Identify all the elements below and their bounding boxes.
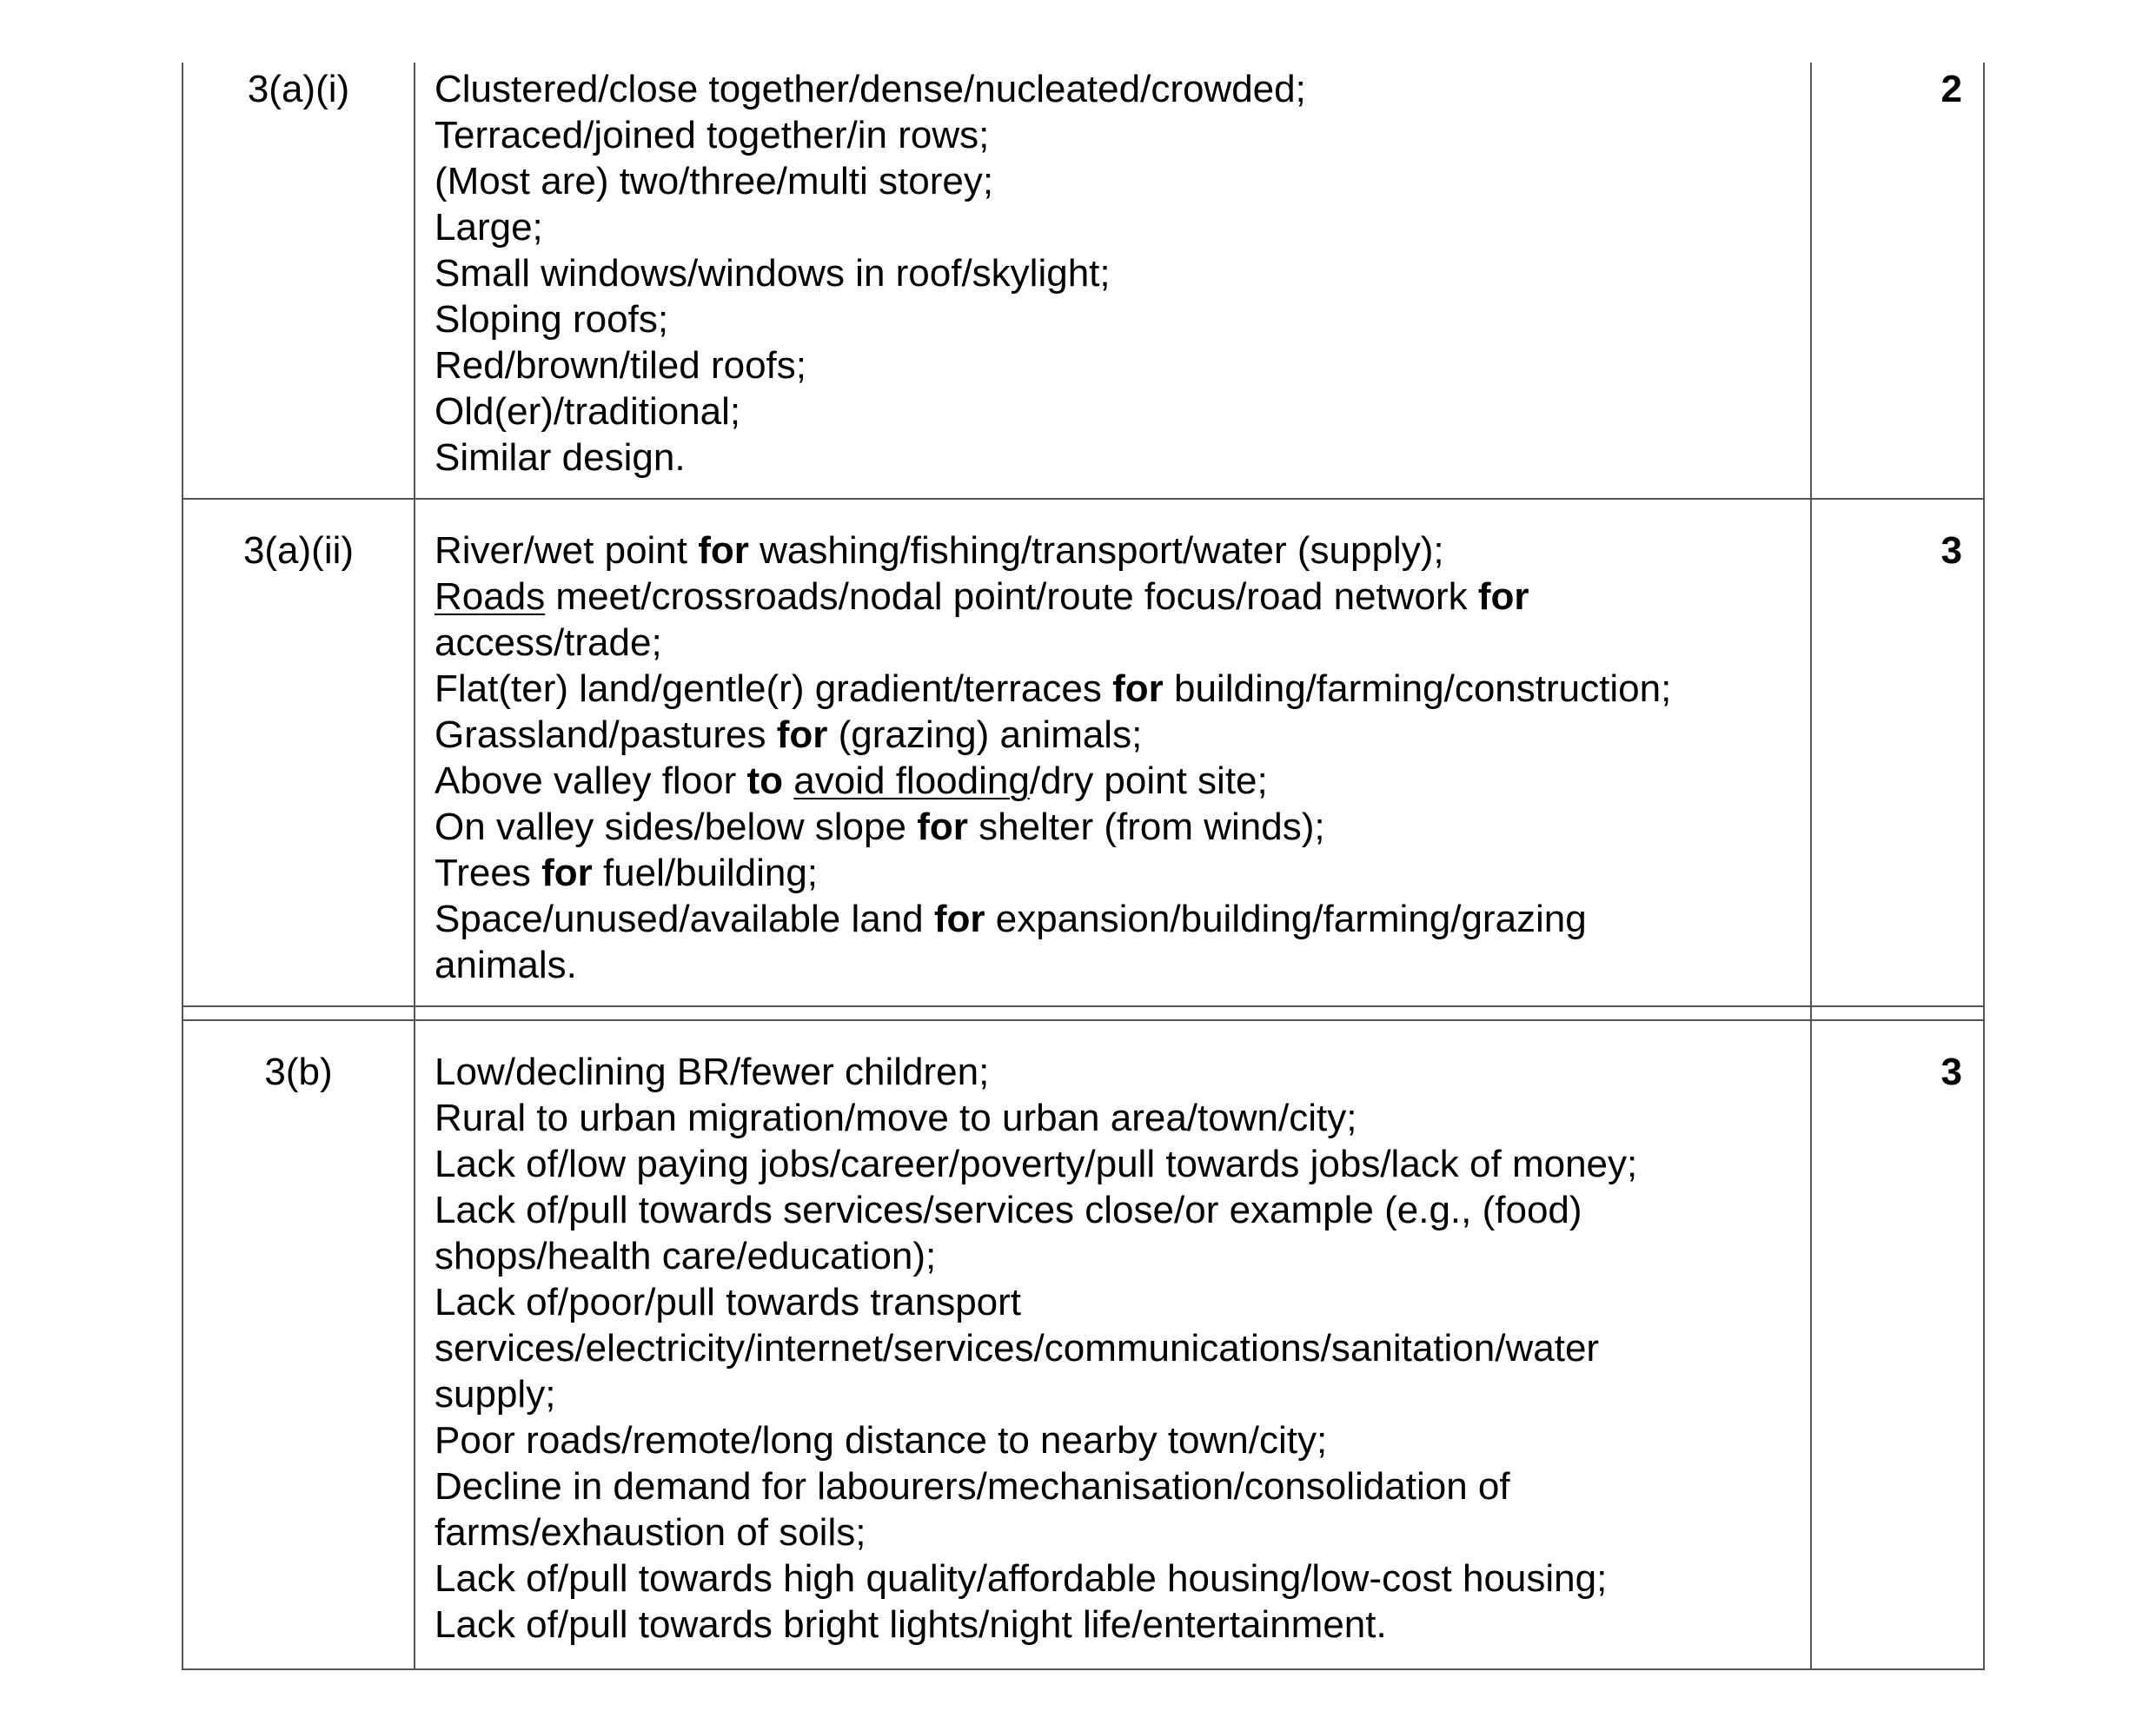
keyword-bold: for bbox=[1477, 575, 1529, 618]
answer-line: Roads meet/crossroads/nodal point/route focus/road network for bbox=[435, 575, 1529, 618]
answer-line: Lack of/pull towards services/services close/or example (e.g., (food) bbox=[435, 1189, 1582, 1231]
answer-cell bbox=[415, 499, 1811, 1006]
answer-line: Lack of/pull towards bright lights/night life/entertainment. bbox=[435, 1603, 1387, 1646]
table-row bbox=[182, 63, 1984, 499]
question-number: 3(a)(ii) bbox=[182, 499, 415, 1006]
answer-line: Trees for fuel/building; bbox=[435, 852, 819, 894]
keyword-bold: for bbox=[776, 713, 828, 756]
answer-line: Rural to urban migration/move to urban area/town/city; bbox=[435, 1097, 1357, 1139]
answer-line: Poor roads/remote/long distance to nearby town/city; bbox=[435, 1419, 1328, 1462]
keyword-underlined: avoid flooding bbox=[793, 760, 1030, 802]
answer-line: River/wet point for washing/fishing/transport/water (supply); bbox=[435, 529, 1444, 572]
question-number: 3(b) bbox=[182, 1020, 415, 1669]
answer-line: Space/unused/available land for expansion/building/farming/grazing bbox=[435, 898, 1587, 940]
question-number: 3(a)(i) bbox=[182, 63, 415, 499]
keyword-underlined: Roads bbox=[435, 575, 546, 618]
answer-line: Lack of/low paying jobs/career/poverty/pull towards jobs/lack of money; bbox=[435, 1143, 1638, 1185]
answer-cell bbox=[415, 63, 1811, 499]
answer-line: Above valley floor to avoid flooding/dry point site; bbox=[435, 760, 1268, 802]
answer-line: Large; bbox=[435, 206, 543, 249]
marks-value: 2 bbox=[1811, 63, 1984, 499]
keyword-bold: for bbox=[917, 806, 968, 848]
keyword-bold: for bbox=[1112, 667, 1164, 710]
answer-line: services/electricity/internet/services/communications/sanitation/water bbox=[435, 1327, 1600, 1370]
answer-line: Red/brown/tiled roofs; bbox=[435, 344, 806, 387]
table-row bbox=[182, 499, 1984, 1006]
marks-value: 3 bbox=[1811, 499, 1984, 1006]
keyword-bold: for bbox=[541, 852, 593, 894]
answer-line: Terraced/joined together/in rows; bbox=[435, 114, 990, 156]
answer-line: Old(er)/traditional; bbox=[435, 390, 741, 433]
answer-line: Clustered/close together/dense/nucleated/crowded; bbox=[435, 68, 1306, 110]
answer-line: On valley sides/below slope for shelter (from winds); bbox=[435, 806, 1325, 848]
answer-line: Sloping roofs; bbox=[435, 298, 669, 341]
answer-line: Low/declining BR/fewer children; bbox=[435, 1051, 990, 1093]
answer-line: Lack of/pull towards high quality/affordable housing/low-cost housing; bbox=[435, 1557, 1608, 1600]
answer-line: farms/exhaustion of soils; bbox=[435, 1511, 866, 1554]
answer-line: animals. bbox=[435, 944, 577, 986]
answer-line: Decline in demand for labourers/mechanisation/consolidation of bbox=[435, 1465, 1510, 1508]
answer-line: Similar design. bbox=[435, 436, 686, 479]
answer-line: Flat(ter) land/gentle(r) gradient/terraces for building/farming/construction; bbox=[435, 667, 1672, 710]
keyword-bold: for bbox=[698, 529, 749, 572]
answer-line: supply; bbox=[435, 1373, 556, 1416]
marks-value: 3 bbox=[1811, 1020, 1984, 1669]
row-divider bbox=[182, 1006, 1984, 1020]
answer-line: (Most are) two/three/multi storey; bbox=[435, 160, 994, 202]
answer-line: Grassland/pastures for (grazing) animals; bbox=[435, 713, 1143, 756]
answer-line: access/trade; bbox=[435, 621, 662, 664]
answer-line: shops/health care/education); bbox=[435, 1235, 937, 1277]
keyword-bold: for bbox=[933, 898, 985, 940]
keyword-bold: to bbox=[746, 760, 784, 802]
mark-scheme-table bbox=[182, 63, 1985, 1670]
table-row bbox=[182, 1020, 1984, 1669]
answer-cell bbox=[415, 1020, 1811, 1669]
answer-line: Lack of/poor/pull towards transport bbox=[435, 1281, 1022, 1323]
answer-line: Small windows/windows in roof/skylight; bbox=[435, 252, 1111, 295]
